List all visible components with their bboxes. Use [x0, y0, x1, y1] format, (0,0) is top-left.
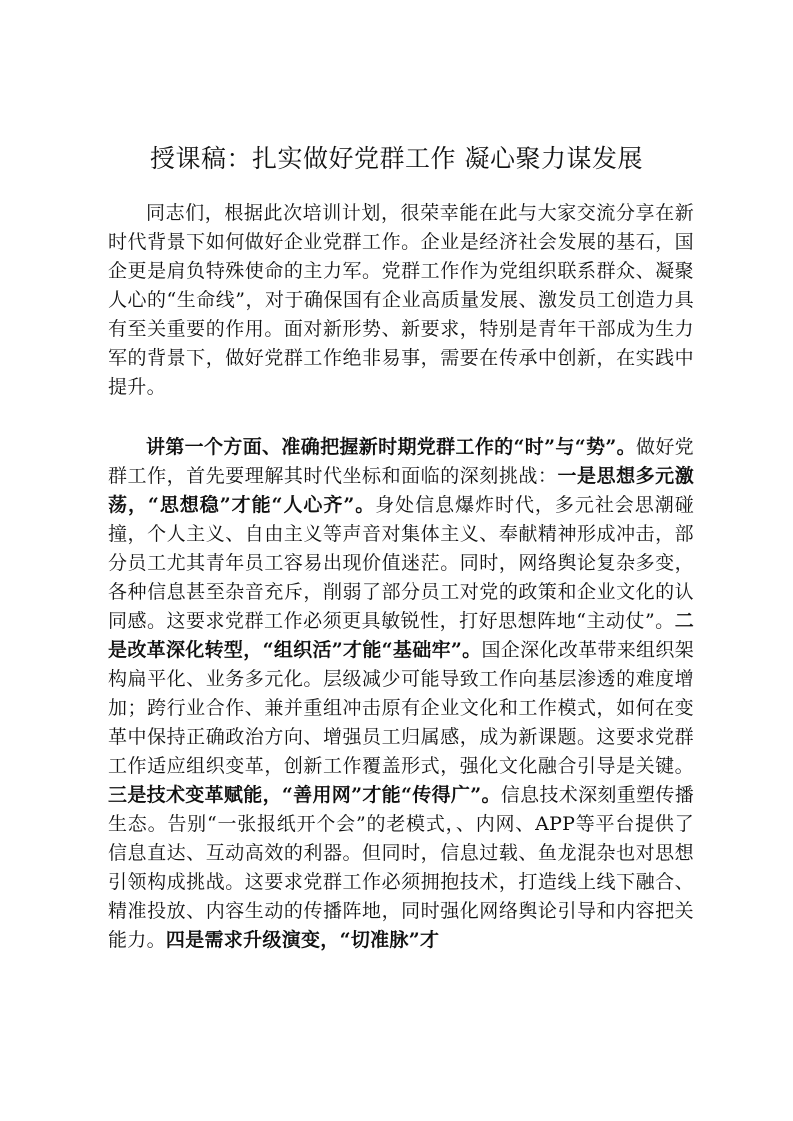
section-one-intro: 做好党群工作，首先要理解其时代坐标和面临的深刻挑战：: [108, 436, 694, 487]
point-one-title: 一是思想多元激荡，“思想稳”才能“人心齐”。: [108, 465, 694, 516]
intro-paragraph: 同志们，根据此次培训计划，很荣幸能在此与大家交流分享在新时代背景下如何做好企业党群工作。企业是经济社会发展的基石，国企更是肩负特殊使命的主力军。党群工作作为党组织联系群众、凝聚人心的“生命线”，对于确保国有企业高质量发展、激发员工创造力具有至关重要的作用。面对新形势、新要求，特别是青年干部成为生力军的背景下，做好党群工作绝非易事，需要在传承中创新，在实践中提升。: [108, 202, 694, 398]
point-four-title: 四是需求升级演变，“切准脉”才: [165, 929, 440, 951]
point-one-text: 身处信息爆炸时代，多元社会思潮碰撞，个人主义、自由主义等声音对集体主义、奉献精神形成冲击，部分员工尤其青年员工容易出现价值迷茫。同时，网络舆论复杂多变，各种信息甚至杂音充斥，削弱了部分员工对党的政策和企业文化的认同感。这要求党群工作必须更具敏锐性，打好思想阵地“主动仗”。: [108, 494, 694, 632]
section-one-paragraph: [108, 433, 694, 955]
point-two-text: 国企深化改革带来组织架构扁平化、业务多元化。层级减少可能导致工作向基层渗透的难度增加；跨行业合作、兼并重组冲击原有企业文化和工作模式，如何在变革中保持正确政治方向、增强员工归属感，成为新课题。这要求党群工作适应组织变革，创新工作覆盖形式，强化文化融合引导是关键。: [108, 639, 695, 777]
document-title: 授课稿：扎实做好党群工作 凝心聚力谋发展: [150, 144, 643, 173]
document-body: [108, 199, 694, 955]
section-one-heading: 讲第一个方面、准确把握新时期党群工作的“时”与“势”。: [146, 436, 636, 458]
point-two-title: 二是改革深化转型，“组织活”才能“基础牢”。: [108, 610, 694, 661]
point-three-title: 三是技术变革赋能，“善用网”才能“传得广”。: [108, 784, 501, 806]
point-three-text: 信息技术深刻重塑传播生态。告别“一张报纸开个会”的老模式，、内网、APP等平台提供了信息直达、互动高效的利器。但同时，信息过载、鱼龙混杂也对思想引领构成挑战。这要求党群工作必须拥抱技术，打造线上线下融合、精准投放、内容生动的传播阵地，同时强化网络舆论引导和内容把关能力。: [108, 784, 694, 951]
